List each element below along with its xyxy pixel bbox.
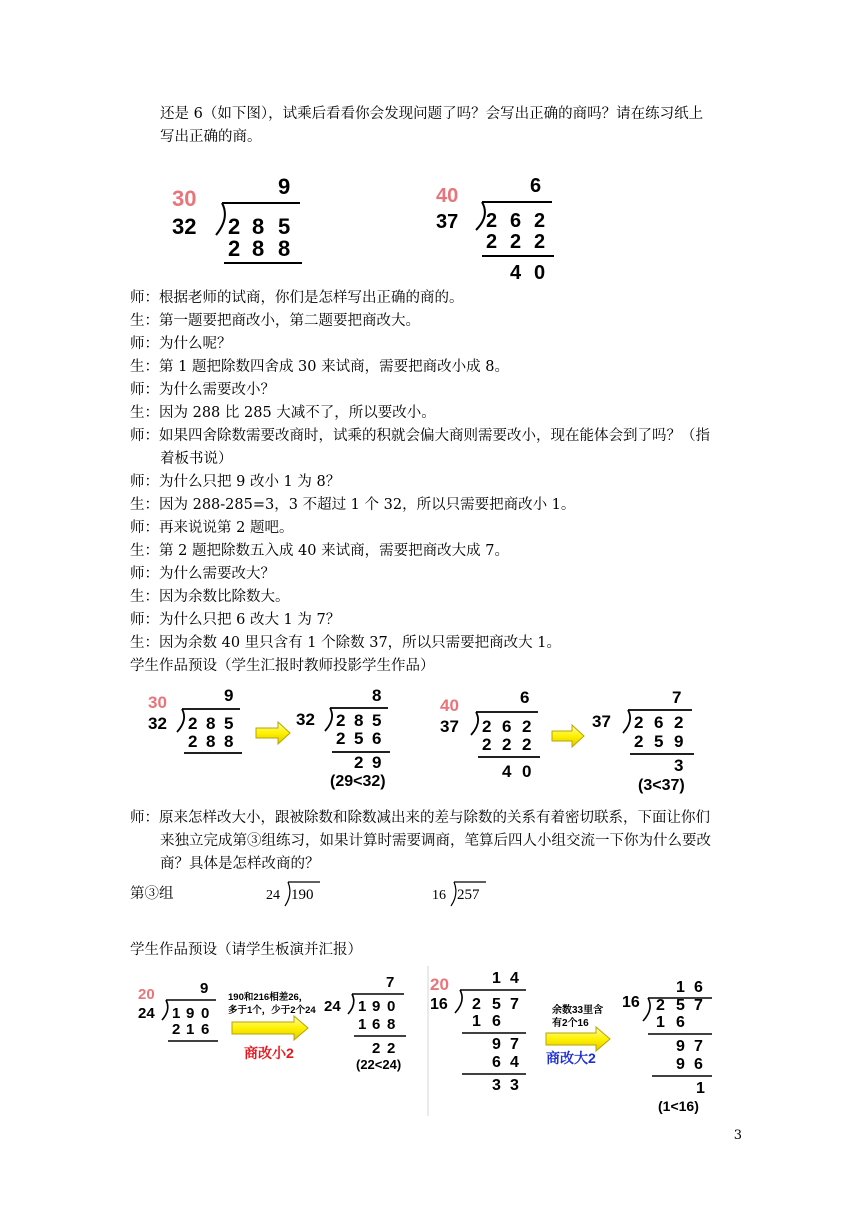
dividend-digit: 2 <box>634 713 644 732</box>
dialogue-line: 着板书说） <box>160 451 233 467</box>
dividend-digit: 0 <box>201 1005 210 1022</box>
remainder-digit: 2 <box>387 1040 396 1057</box>
quotient: 6 <box>530 175 542 197</box>
division-right <box>436 175 554 284</box>
product-digit: 6 <box>372 729 382 748</box>
divisor: 24 <box>324 998 341 1015</box>
dialogue-line: 生：因为余数 40 里只含有 1 个除数 37，所以只需要把商改大 1。 <box>130 635 562 651</box>
section-heading: 学生作品预设（请学生板演并汇报） <box>130 942 362 958</box>
dividend-digit: 2 <box>656 997 665 1014</box>
dividend-digit: 0 <box>387 998 396 1015</box>
divisor: 16 <box>430 996 448 1013</box>
comparison-note: (29<32) <box>330 773 386 790</box>
divisor: 16 <box>622 994 640 1011</box>
division-b <box>324 974 406 1072</box>
divisor: 37 <box>440 717 459 736</box>
divisor: 32 <box>172 214 197 239</box>
dividend-digit: 6 <box>654 713 664 732</box>
dividend-digit: 2 <box>674 713 684 732</box>
estimate-label: 20 <box>138 986 155 1003</box>
dividend-digit: 9 <box>372 998 381 1015</box>
remainder-digit: 3 <box>674 756 684 775</box>
quotient: 9 <box>278 174 291 199</box>
intro-line-2: 写出正确的商。 <box>160 129 262 145</box>
dividend-digit: 2 <box>482 717 492 736</box>
page-number: 3 <box>733 1128 742 1143</box>
quotient: 7 <box>386 974 395 991</box>
problem-2-divisor: 16 <box>432 888 446 903</box>
quotient: 9 <box>200 980 209 997</box>
figure-trial-division <box>160 172 600 284</box>
dialogue-line: 师：为什么只把 6 改大 1 为 7？ <box>130 612 341 628</box>
dialogue-line: 师：根据老师的试商，你们是怎样写出正确的商的。 <box>130 290 464 306</box>
problem-2-dividend: 257 <box>457 887 480 903</box>
dialogue-line: 生：因为 288-285=3，3 不超过 1 个 32，所以只需要把商改小 1。 <box>130 497 576 513</box>
dividend-digit: 2 <box>188 714 198 733</box>
remainder-digit: 1 <box>696 1080 705 1097</box>
dividend-digit: 1 <box>172 1005 181 1022</box>
paragraph-line: 来独立完成第③组练习，如果计算时需要调商，笔算后四人小组交流一下你为什么要改 <box>160 833 711 849</box>
intro-line-1: 还是 6（如下图），试乘后看看你会发现问题了吗？会写出正确的商吗？请在练习纸上 <box>160 106 704 122</box>
quotient-digit: 1 <box>676 979 685 996</box>
product-digit: 8 <box>387 1016 396 1033</box>
remainder-digit: 0 <box>522 762 532 781</box>
comparison-note: (22<24) <box>356 1057 402 1072</box>
quotient: 9 <box>224 686 234 705</box>
remainder-digit: 4 <box>502 762 512 781</box>
dividend-digit: 5 <box>224 714 234 733</box>
product-digit: 2 <box>336 729 346 748</box>
dividend-digit: 8 <box>354 711 364 730</box>
dialogue-line: 师：如果四舍除数需要改商时，试乘的积就会偏大商则需要改小，现在能体会到了吗？（指 <box>130 428 710 444</box>
dialogue-line: 生：第一题要把商改小，第二题要把商改大。 <box>130 313 420 329</box>
remainder-digit: 0 <box>534 262 546 284</box>
divisor: 37 <box>592 712 611 731</box>
dividend-digit: 8 <box>206 714 216 733</box>
division-a <box>138 980 218 1041</box>
estimate-label: 30 <box>172 186 197 211</box>
dividend-digit: 2 <box>522 717 532 736</box>
arrow-caption: 商改大2 <box>546 1050 596 1066</box>
dividend-digit: 1 <box>358 998 367 1015</box>
division-a <box>148 686 242 753</box>
dialogue-line: 生：第 1 题把除数四舍成 30 来试商，需要把商改小成 8。 <box>130 359 509 375</box>
division-c <box>440 688 540 781</box>
estimate-label: 30 <box>148 693 167 712</box>
product-digit: 5 <box>654 732 664 751</box>
product-digit: 2 <box>510 231 522 253</box>
dividend-digit: 2 <box>336 711 346 730</box>
divisor: 32 <box>148 714 167 733</box>
exercise-problems <box>260 876 500 910</box>
partial-digit: 9 <box>676 1038 685 1055</box>
product-digit: 8 <box>224 732 234 751</box>
dialogue-line: 师：为什么只把 9 改小 1 为 8？ <box>130 474 341 490</box>
estimate-label: 40 <box>440 696 459 715</box>
product-digit: 8 <box>206 732 216 751</box>
yellow-arrow-icon <box>552 725 584 747</box>
dividend-digit: 2 <box>534 210 546 232</box>
quotient-digit: 1 <box>492 970 501 987</box>
annotation-note: 有2个16 <box>552 1018 589 1029</box>
section-heading: 学生作品预设（学生汇报时教师投影学生作品） <box>130 658 435 674</box>
product-digit: 6 <box>492 1013 501 1030</box>
dividend-digit: 2 <box>228 214 241 239</box>
dividend-digit: 5 <box>492 996 501 1013</box>
product-digit: 2 <box>228 236 241 261</box>
dividend-digit: 8 <box>252 214 265 239</box>
dialogue-line: 师：为什么呢？ <box>130 336 232 352</box>
problem-1-divisor: 24 <box>266 888 280 903</box>
dialogue-line: 生：因为 288 比 285 大减不了，所以要改小。 <box>130 405 436 421</box>
figure-student-work-2 <box>134 966 734 1118</box>
quotient: 6 <box>520 688 530 707</box>
paragraph-line: 师：原来怎样改大小，跟被除数和除数减出来的差与除数的关系有着密切联系，下面让你们 <box>130 810 710 826</box>
yellow-arrow-icon <box>546 1027 610 1051</box>
dividend-digit: 5 <box>372 711 382 730</box>
product-digit: 6 <box>492 1054 501 1071</box>
yellow-arrow-icon <box>256 722 290 744</box>
dialogue-line: 生：因为余数比除数大。 <box>130 589 290 605</box>
division-d <box>592 688 694 794</box>
divisor: 37 <box>436 211 459 233</box>
dividend-digit: 2 <box>486 210 498 232</box>
annotation-note: 190和216相差26， <box>228 992 309 1003</box>
division-c <box>430 970 526 1094</box>
dialogue-line: 生：第 2 题把除数五入成 40 来试商，需要把商改大成 7。 <box>130 543 509 559</box>
quotient: 7 <box>672 688 682 707</box>
dialogue-line: 师：为什么需要改大？ <box>130 566 275 582</box>
product-digit: 8 <box>278 236 291 261</box>
product-digit: 8 <box>252 236 265 261</box>
dividend-digit: 5 <box>676 997 685 1014</box>
quotient: 8 <box>372 686 382 705</box>
division-d <box>622 979 712 1114</box>
product-digit: 6 <box>676 1014 685 1031</box>
remainder-digit: 2 <box>372 1040 381 1057</box>
paragraph-line: 商？具体是怎样改商的？ <box>160 856 320 872</box>
dialogue-line: 师：再来说说第 2 题吧。 <box>130 520 294 536</box>
problem-1-dividend: 190 <box>291 887 314 903</box>
quotient-digit: 6 <box>694 979 703 996</box>
yellow-arrow-icon <box>232 1016 308 1040</box>
product-digit: 2 <box>534 231 546 253</box>
partial-digit: 7 <box>694 1038 703 1055</box>
dialogue-line: 师：为什么需要改小？ <box>130 382 275 398</box>
figure-student-work-1 <box>140 684 720 796</box>
remainder-digit: 4 <box>510 262 522 284</box>
product-digit: 1 <box>656 1014 665 1031</box>
product-digit: 9 <box>676 1056 685 1073</box>
product-digit: 6 <box>694 1056 703 1073</box>
product-digit: 2 <box>172 1021 181 1038</box>
product-digit: 6 <box>201 1021 210 1038</box>
division-b <box>296 686 390 790</box>
remainder-digit: 2 <box>354 753 364 772</box>
dividend-digit: 7 <box>694 997 703 1014</box>
arrow-caption: 商改小2 <box>244 1045 294 1061</box>
product-digit: 2 <box>634 732 644 751</box>
product-digit: 2 <box>188 732 198 751</box>
product-digit: 9 <box>674 732 684 751</box>
dividend-digit: 5 <box>278 214 291 239</box>
remainder-digit: 9 <box>372 753 382 772</box>
divisor: 24 <box>138 1005 155 1022</box>
product-digit: 2 <box>522 735 532 754</box>
remainder-digit: 3 <box>492 1077 501 1094</box>
dividend-digit: 2 <box>472 996 481 1013</box>
dividend-digit: 6 <box>510 210 522 232</box>
dividend-digit: 6 <box>502 717 512 736</box>
exercise-label: 第③组 <box>130 886 174 902</box>
dividend-digit: 7 <box>510 996 519 1013</box>
partial-digit: 7 <box>510 1036 519 1053</box>
product-digit: 2 <box>502 735 512 754</box>
quotient-digit: 4 <box>510 970 519 987</box>
estimate-label: 40 <box>436 185 459 207</box>
annotation-note: 余数33里含 <box>552 1005 604 1016</box>
comparison-note: (1<16) <box>658 1098 699 1114</box>
dividend-digit: 9 <box>186 1005 195 1022</box>
product-digit: 1 <box>186 1021 195 1038</box>
annotation-note: 多于1个，少于2个24 <box>228 1005 316 1016</box>
product-digit: 5 <box>354 729 364 748</box>
comparison-note: (3<37) <box>638 777 685 794</box>
remainder-digit: 3 <box>510 1077 519 1094</box>
product-digit: 2 <box>486 231 498 253</box>
partial-digit: 9 <box>492 1036 501 1053</box>
division-left <box>172 174 302 263</box>
estimate-label: 20 <box>430 975 449 994</box>
divisor: 32 <box>296 710 315 729</box>
product-digit: 4 <box>510 1054 519 1071</box>
product-digit: 1 <box>358 1016 367 1033</box>
product-digit: 1 <box>472 1013 481 1030</box>
product-digit: 6 <box>372 1016 381 1033</box>
product-digit: 2 <box>482 735 492 754</box>
